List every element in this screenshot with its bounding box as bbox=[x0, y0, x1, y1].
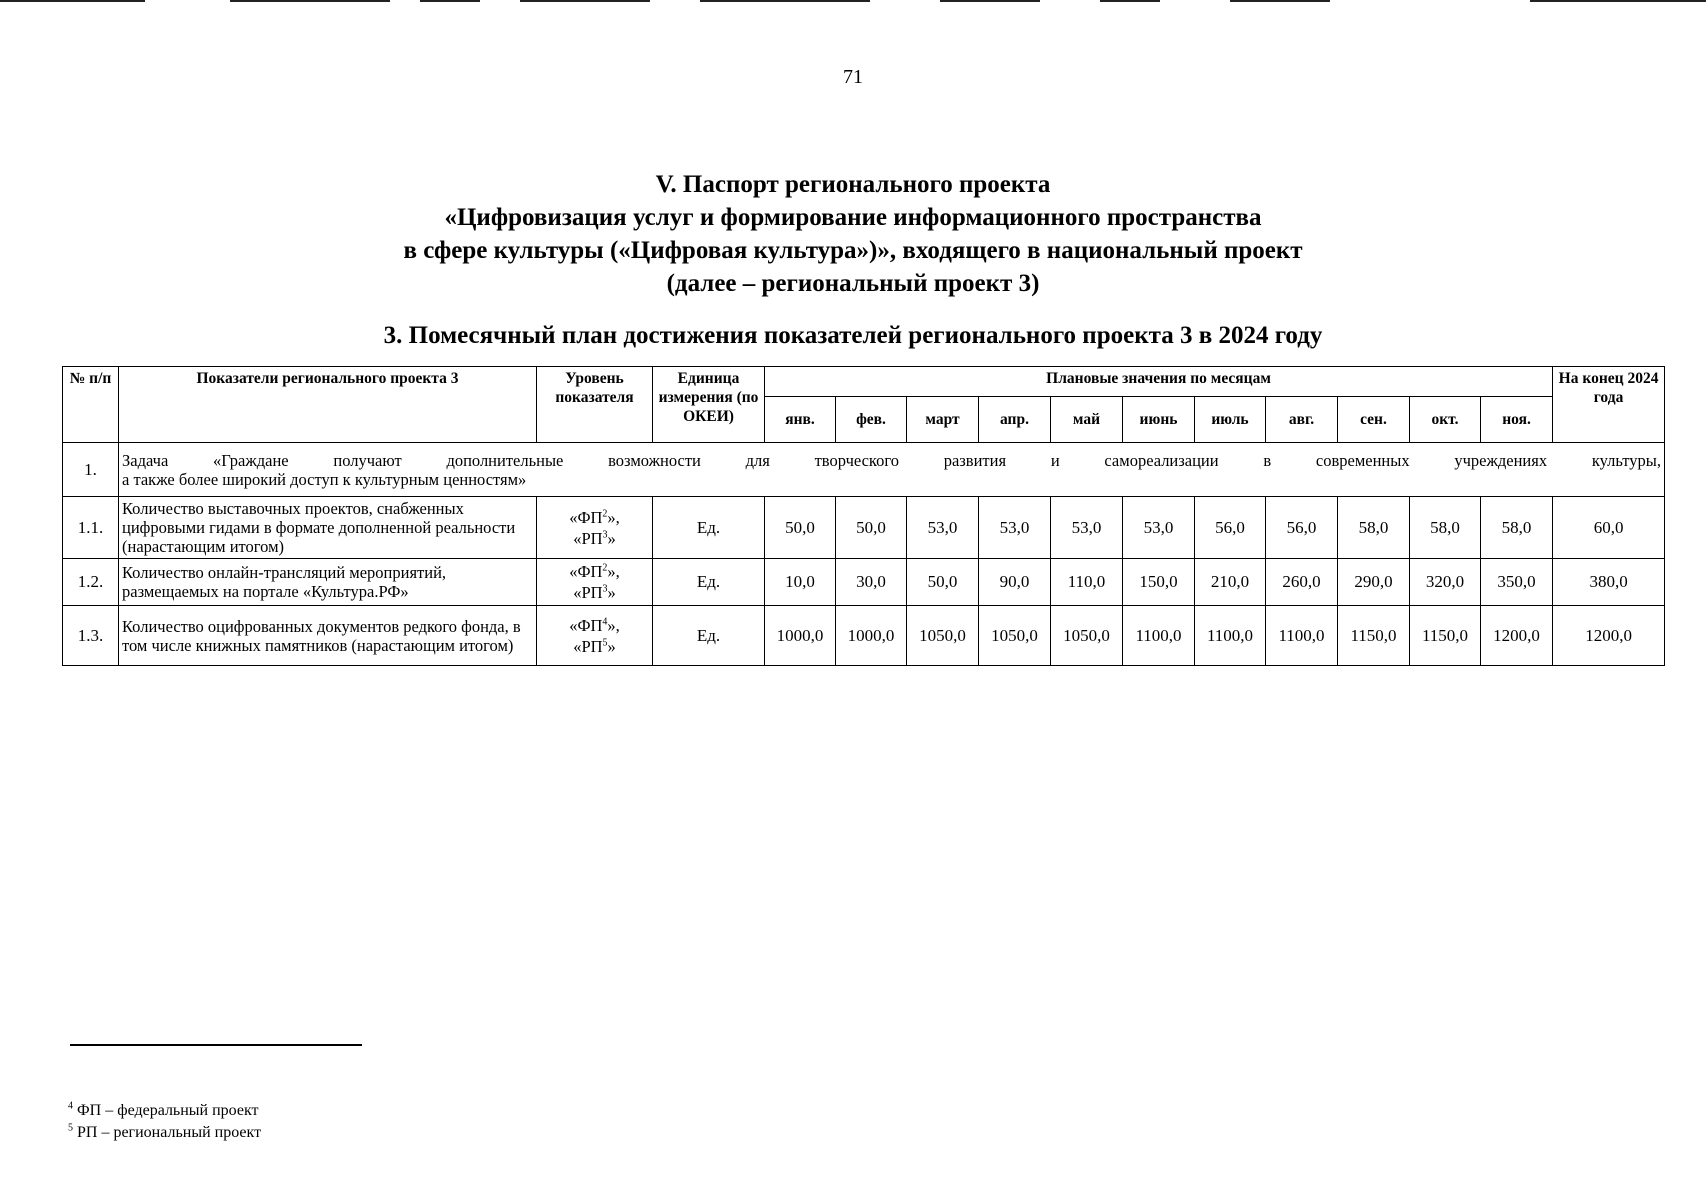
level-text: «ФП bbox=[569, 615, 603, 635]
footnote bbox=[68, 1122, 261, 1144]
scan-edge-line bbox=[700, 0, 870, 2]
indicator-level bbox=[537, 497, 653, 559]
task-word: Задача bbox=[122, 450, 169, 470]
scan-edge-line bbox=[1530, 0, 1706, 2]
month-value: 290,0 bbox=[1338, 559, 1410, 606]
scan-edge-line bbox=[520, 0, 650, 2]
table-row bbox=[63, 606, 1665, 666]
month-value: 1050,0 bbox=[907, 606, 979, 666]
scan-edge-line bbox=[940, 0, 1040, 2]
month-value: 30,0 bbox=[836, 559, 907, 606]
month-value: 58,0 bbox=[1338, 497, 1410, 559]
month-value: 150,0 bbox=[1123, 559, 1195, 606]
level-text: «ФП bbox=[569, 507, 603, 527]
indicator-level bbox=[537, 606, 653, 666]
header-month: ноя. bbox=[1481, 397, 1553, 443]
footnote-separator bbox=[70, 1044, 362, 1046]
page-number: 71 bbox=[843, 66, 863, 88]
task-num: 1. bbox=[63, 443, 119, 497]
indicator-name: Количество выставочных проектов, снабженных цифровыми гидами в формате дополненной реальности (нарастающим итогом) bbox=[119, 497, 537, 559]
task-word: современных bbox=[1315, 450, 1410, 470]
month-value: 350,0 bbox=[1481, 559, 1553, 606]
month-value: 320,0 bbox=[1410, 559, 1481, 606]
month-value: 1050,0 bbox=[1051, 606, 1123, 666]
header-unit: Единица измерения (по ОКЕИ) bbox=[653, 367, 765, 443]
footnote-ref: 2 bbox=[602, 562, 608, 574]
row-num: 1.1. bbox=[63, 497, 119, 559]
indicator-name: Количество оцифрованных документов редкого фонда, в том числе книжных памятников (нарастающим итогом) bbox=[119, 606, 537, 666]
header-month: сен. bbox=[1338, 397, 1410, 443]
footnote-text: ФП – федеральный проект bbox=[73, 1102, 259, 1119]
heading-line: V. Паспорт регионального проекта bbox=[655, 171, 1051, 198]
month-value: 1050,0 bbox=[979, 606, 1051, 666]
task-line: а также более широкий доступ к культурным ценностям» bbox=[122, 469, 527, 489]
unit-cell: Ед. bbox=[653, 497, 765, 559]
month-value: 1200,0 bbox=[1481, 606, 1553, 666]
task-word: «Граждане bbox=[213, 450, 289, 470]
heading-line: «Цифровизация услуг и формирование информационного пространства bbox=[444, 204, 1262, 231]
level-text: », bbox=[607, 615, 620, 635]
header-num: № п/п bbox=[63, 367, 119, 443]
header-year-end: На конец 2024 года bbox=[1553, 367, 1665, 443]
level-text: » bbox=[607, 636, 616, 656]
header-month: янв. bbox=[765, 397, 836, 443]
month-value: 90,0 bbox=[979, 559, 1051, 606]
header-indicator: Показатели регионального проекта 3 bbox=[119, 367, 537, 443]
scan-edge-line bbox=[0, 0, 145, 2]
header-month: июль bbox=[1195, 397, 1266, 443]
header-month: фев. bbox=[836, 397, 907, 443]
task-word: для bbox=[745, 450, 770, 470]
month-value: 53,0 bbox=[1051, 497, 1123, 559]
month-value: 1000,0 bbox=[836, 606, 907, 666]
unit-cell: Ед. bbox=[653, 606, 765, 666]
scan-edge-line bbox=[1230, 0, 1330, 2]
scan-edge-line bbox=[420, 0, 480, 2]
task-word: дополнительные bbox=[446, 450, 564, 470]
month-value: 10,0 bbox=[765, 559, 836, 606]
month-value: 260,0 bbox=[1266, 559, 1338, 606]
level-text: » bbox=[607, 583, 616, 602]
table-row bbox=[63, 497, 1665, 559]
month-value: 110,0 bbox=[1051, 559, 1123, 606]
task-word: в bbox=[1263, 450, 1272, 470]
table-row bbox=[63, 559, 1665, 606]
month-value: 56,0 bbox=[1266, 497, 1338, 559]
month-value: 1100,0 bbox=[1195, 606, 1266, 666]
footnote-ref: 3 bbox=[602, 529, 608, 540]
level-text: «ФП bbox=[569, 562, 603, 581]
footnote-ref: 2 bbox=[602, 508, 608, 519]
year-end-value: 380,0 bbox=[1553, 559, 1665, 606]
month-value: 50,0 bbox=[765, 497, 836, 559]
year-end-value: 1200,0 bbox=[1553, 606, 1665, 666]
month-value: 58,0 bbox=[1410, 497, 1481, 559]
level-line bbox=[540, 636, 649, 657]
month-value: 56,0 bbox=[1195, 497, 1266, 559]
month-value: 58,0 bbox=[1481, 497, 1553, 559]
footnote-ref: 5 bbox=[602, 637, 608, 648]
indicator-name: Количество онлайн-трансляций мероприятий, размещаемых на портале «Культура.РФ» bbox=[119, 559, 537, 606]
header-month: окт. bbox=[1410, 397, 1481, 443]
level-text: », bbox=[607, 507, 620, 527]
header-month: май bbox=[1051, 397, 1123, 443]
task-description bbox=[119, 443, 1665, 497]
month-value: 53,0 bbox=[1123, 497, 1195, 559]
scan-edge-line bbox=[1100, 0, 1160, 2]
header-month: июнь bbox=[1123, 397, 1195, 443]
task-word: возможности bbox=[608, 450, 701, 470]
month-value: 53,0 bbox=[979, 497, 1051, 559]
row-num: 1.2. bbox=[63, 559, 119, 606]
level-text: «РП bbox=[573, 528, 603, 548]
header-monthly-values: Плановые значения по месяцам bbox=[765, 367, 1553, 397]
month-value: 1100,0 bbox=[1266, 606, 1338, 666]
header-month: авг. bbox=[1266, 397, 1338, 443]
row-num: 1.3. bbox=[63, 606, 119, 666]
header-level: Уровень показателя bbox=[537, 367, 653, 443]
task-word: получают bbox=[333, 450, 402, 470]
level-text: », bbox=[607, 562, 620, 581]
level-text: » bbox=[607, 528, 616, 548]
month-value: 50,0 bbox=[836, 497, 907, 559]
task-word: самореализации bbox=[1104, 450, 1219, 470]
month-value: 1150,0 bbox=[1338, 606, 1410, 666]
level-line bbox=[540, 528, 649, 549]
level-line bbox=[540, 507, 649, 528]
heading-line: (далее – региональный проект 3) bbox=[666, 270, 1040, 297]
task-word: развития bbox=[943, 450, 1007, 470]
footnote-ref: 3 bbox=[602, 583, 608, 595]
level-line bbox=[540, 615, 649, 636]
header-month: март bbox=[907, 397, 979, 443]
scan-edge-line bbox=[230, 0, 390, 2]
footnote-mark: 4 bbox=[68, 1100, 73, 1112]
unit-cell: Ед. bbox=[653, 559, 765, 606]
section-title: 3. Помесячный план достижения показателей регионального проекта 3 в 2024 году bbox=[383, 322, 1323, 349]
year-end-value: 60,0 bbox=[1553, 497, 1665, 559]
heading-line: в сфере культуры («Цифровая культура»)», входящего в национальный проект bbox=[403, 237, 1303, 264]
task-word: творческого bbox=[814, 450, 899, 470]
footnotes bbox=[68, 1100, 261, 1144]
monthly-plan-table bbox=[62, 366, 1665, 666]
task-word: культуры, bbox=[1591, 450, 1661, 470]
month-value: 1150,0 bbox=[1410, 606, 1481, 666]
level-text: «РП bbox=[573, 583, 603, 602]
task-word: учреждениях bbox=[1454, 450, 1548, 470]
month-value: 50,0 bbox=[907, 559, 979, 606]
task-word: и bbox=[1050, 450, 1060, 470]
task-line bbox=[122, 451, 1661, 470]
footnote-text: РП – региональный проект bbox=[73, 1124, 262, 1141]
level-line bbox=[540, 561, 649, 582]
footnote bbox=[68, 1100, 261, 1122]
level-line bbox=[540, 582, 649, 603]
footnote-mark: 5 bbox=[68, 1122, 73, 1134]
header-month: апр. bbox=[979, 397, 1051, 443]
indicator-level bbox=[537, 559, 653, 606]
footnote-ref: 4 bbox=[602, 616, 608, 627]
month-value: 210,0 bbox=[1195, 559, 1266, 606]
month-value: 1000,0 bbox=[765, 606, 836, 666]
month-value: 53,0 bbox=[907, 497, 979, 559]
document-heading bbox=[0, 168, 1706, 300]
month-value: 1100,0 bbox=[1123, 606, 1195, 666]
level-text: «РП bbox=[573, 636, 603, 656]
